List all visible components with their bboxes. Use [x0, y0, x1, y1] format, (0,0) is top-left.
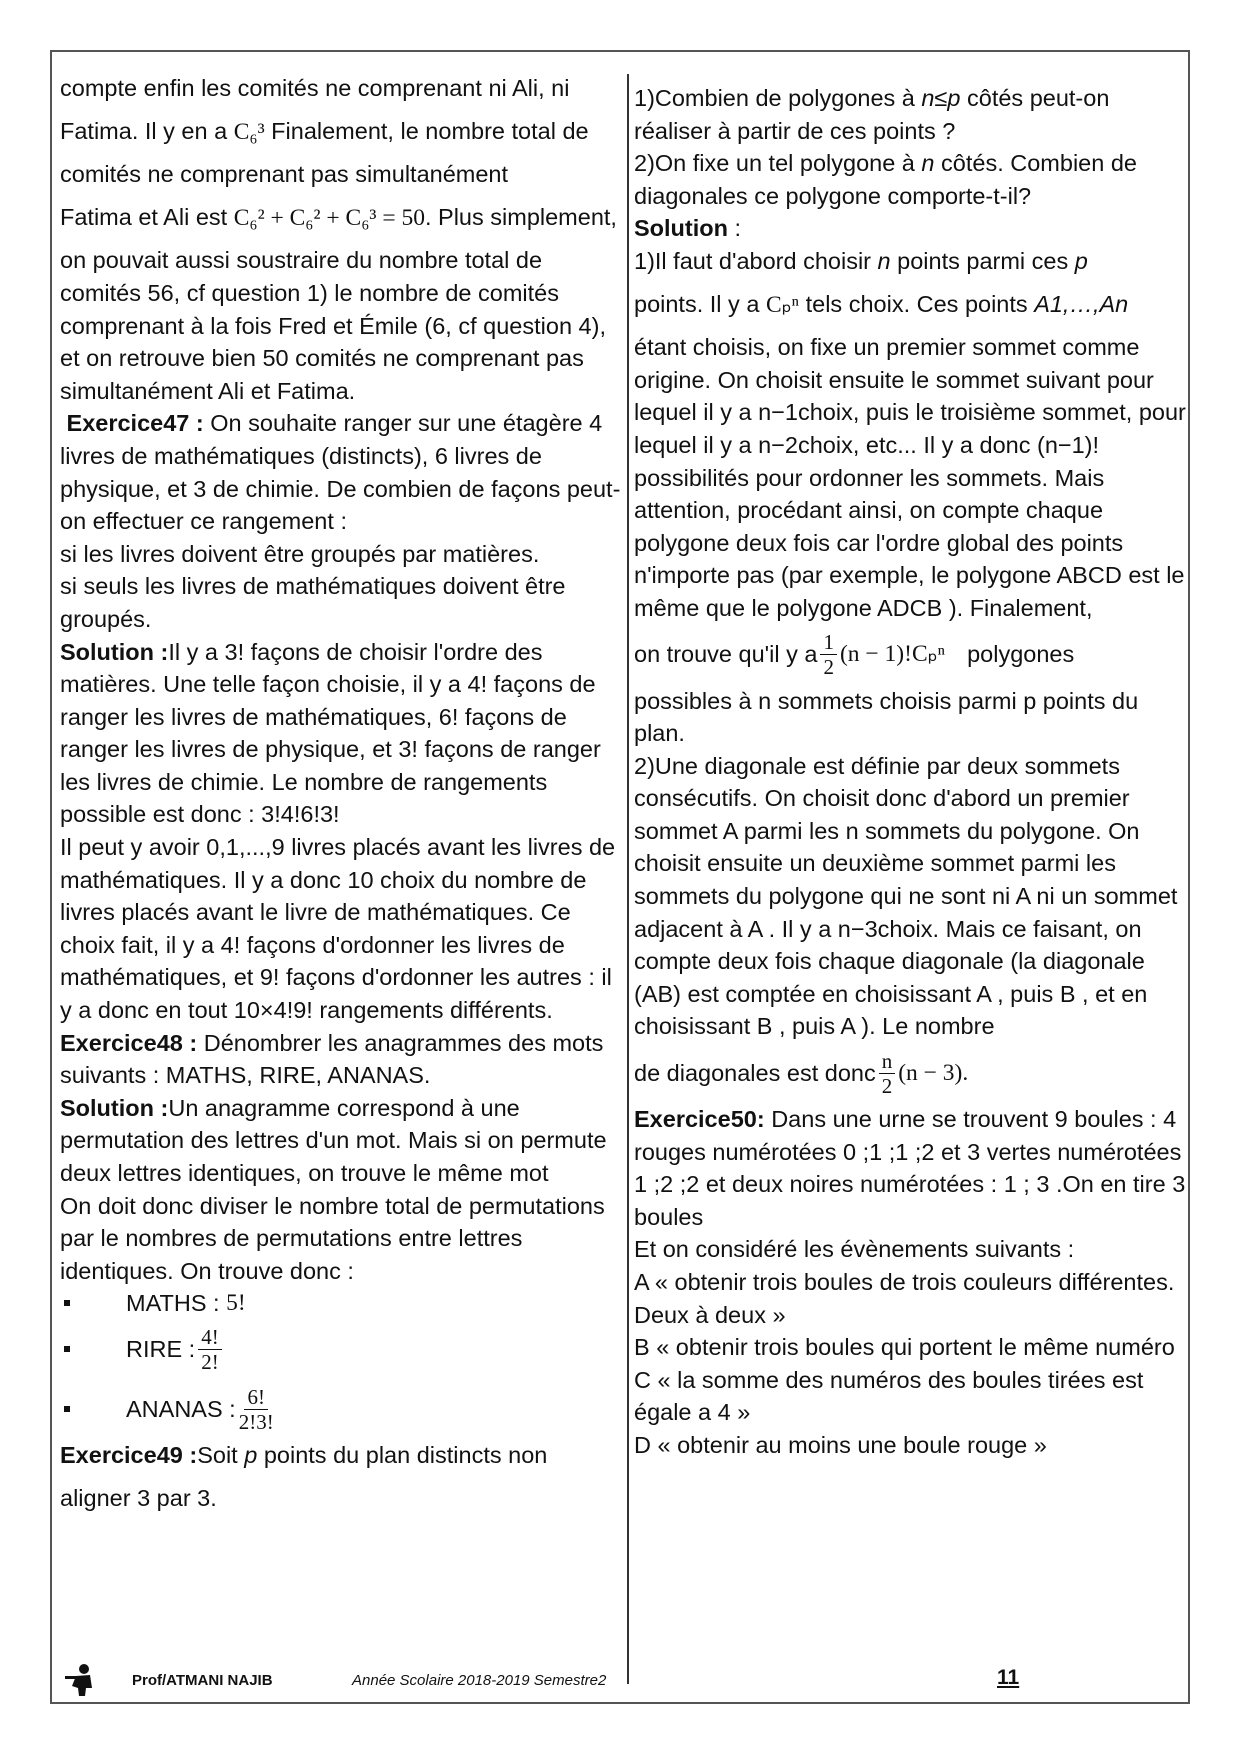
exercise-47: Exercice47 : On souhaite ranger sur une étagère 4 livres de mathématiques (distincts), 6 livres de physique, et 3 de chimie. De combien de façons peut-on effectuer ce rangement :	[60, 410, 621, 535]
right-column	[634, 72, 1192, 1462]
bullet-icon	[64, 1346, 70, 1352]
text-paragraph: aligner 3 par 3.	[60, 1484, 217, 1511]
exercise-label: Exercice48 :	[60, 1029, 198, 1056]
text-paragraph: points. Il y a Cₚⁿ tels choix. Ces points A1,…,An	[634, 290, 1129, 318]
solution-48: Solution :Un anagramme correspond à une permutation des lettres d'un mot. Mais si on permute deux lettres identiques, on trouve le même mot	[60, 1094, 607, 1186]
formula-line: on trouve qu'il y a $\frac{1}{2}$ (n − 1)!Cₚⁿ polygones	[634, 630, 1075, 679]
bullet-icon	[64, 1406, 70, 1412]
author-name: Prof/ATMANI NAJIB	[132, 1672, 273, 1689]
text-paragraph: Fatima. Il y en a C₆³ Finalement, le nombre total de	[60, 117, 589, 145]
page-frame	[50, 50, 1190, 1704]
exercise-49: Exercice49 :Soit p points du plan distincts non	[60, 1442, 548, 1469]
page-number: 11	[997, 1666, 1020, 1689]
page-footer	[52, 1660, 1192, 1700]
question: 2)On fixe un tel polygone à n côtés. Combien de diagonales ce polygone comporte-t-il?	[634, 150, 1137, 209]
author-logo-icon	[62, 1662, 98, 1698]
question: 1)Combien de polygones à n≤p côtés peut-on réaliser à partir de ces points ?	[634, 85, 1110, 144]
column-divider	[627, 74, 629, 1684]
formula-line: de diagonales est donc $\frac{n}{2}$ (n − 3).	[634, 1048, 969, 1098]
text-paragraph: possibles à n sommets choisis parmi p points du plan.	[634, 687, 1139, 747]
formula-diagonals: (n − 3).	[898, 1059, 969, 1086]
list-item: RIRE : $\frac{4!}{2!}$	[60, 1319, 625, 1379]
exercise-48: Exercice48 : Dénombrer les anagrammes des mots suivants : MATHS, RIRE, ANANAS.	[60, 1029, 604, 1089]
fraction: $\frac{n}{2}$	[879, 1049, 896, 1098]
solution-47: Solution :Il y a 3! façons de choisir l'ordre des matières. Une telle façon choisie, il y a 4! façons de ranger les livres de mathématiques, 6! façons de ranger les livres de physique, et 3! façons de ranger les livres de chimie. Le nombre de rangements possible est donc : 3!4!6!3!	[60, 638, 601, 828]
exercise-label: Exercice50:	[634, 1106, 765, 1133]
fraction: $\frac{1}{2}$	[820, 630, 837, 679]
list-item: MATHS : 5!	[60, 1287, 625, 1319]
bullet-icon	[64, 1300, 70, 1306]
text-paragraph: On doit donc diviser le nombre total de permutations par le nombres de permutations entre lettres identiques. On trouve donc :	[60, 1192, 605, 1284]
event-c: C « la somme des numéros des boules tirées est égale a 4 »	[634, 1366, 1144, 1426]
solution-label: Solution :	[60, 638, 169, 665]
text-paragraph: Et on considéré les évènements suivants :	[634, 1236, 1075, 1263]
event-a: A « obtenir trois boules de trois couleurs différentes. Deux à deux »	[634, 1269, 1175, 1328]
formula-c63: C₆³	[233, 118, 265, 145]
exercise-label: Exercice47 :	[66, 410, 204, 437]
formula-sum: C₆² + C₆² + C₆³ = 50	[233, 204, 425, 231]
text-paragraph: Fatima et Ali est C₆² + C₆² + C₆³ = 50. Plus simplement,	[60, 203, 617, 231]
text-paragraph: comités ne comprenant pas simultanément	[60, 161, 509, 188]
solution-heading: Solution :	[634, 215, 742, 242]
exercise-50: Exercice50: Dans une urne se trouvent 9 boules : 4 rouges numérotées 0 ;1 ;1 ;2 et 3 vertes numérotées 1 ;2 ;2 et deux noires numérotées : 1 ; 3 .On en tire 3 boules	[634, 1106, 1186, 1230]
text-paragraph: Il peut y avoir 0,1,...,9 livres placés avant les livres de mathématiques. Il y a donc 10 choix du nombre de livres placés avant le livre de mathématiques. Ce choix fait, il y a 4! façons d'ordonner les livres de mathématiques, et 9! façons d'ordonner les autres : il y a donc en tout 10×4!9! rangements différents.	[60, 834, 616, 1024]
list-item: ANANAS : $\frac{6!}{2!3!}$	[60, 1379, 625, 1439]
fraction: $\frac{4!}{2!}$	[198, 1325, 222, 1374]
text-paragraph: 1)Il faut d'abord choisir n points parmi ces p	[634, 247, 1088, 274]
question: si seuls les livres de mathématiques doivent être groupés.	[60, 573, 566, 632]
text-paragraph: on pouvait aussi soustraire du nombre total de comités 56, cf question 1) le nombre de comités comprenant à la fois Fred et Émile (6, cf question 4), et on retrouve bien 50 comités ne comprenant pas simultanément Ali et Fatima.	[60, 247, 606, 404]
text-paragraph: 2)Une diagonale est définie par deux sommets consécutifs. On choisit donc d'abord un premier sommet A parmi les n sommets du polygone. On choisit ensuite un deuxième sommet parmi les sommets du polygone qui ne sont ni A ni un sommet adjacent à A . Il y a n−3choix. Mais ce faisant, on compte deux fois chaque diagonale (la diagonale (AB) est comptée en choisissant A , puis B , et en choisissant B , puis A ). Le nombre	[634, 752, 1178, 1040]
formula-polygons: (n − 1)!Cₚⁿ	[839, 641, 946, 668]
solution-label: Solution :	[60, 1094, 169, 1121]
left-column	[60, 72, 625, 1515]
fraction: $\frac{6!}{2!3!}$	[238, 1384, 274, 1434]
exercise-label: Exercice49 :	[60, 1442, 198, 1469]
question: si les livres doivent être groupés par matières.	[60, 540, 540, 567]
event-b: B « obtenir trois boules qui portent le même numéro	[634, 1334, 1175, 1361]
formula-cpn: Cₚⁿ	[765, 291, 800, 318]
event-d: D « obtenir au moins une boule rouge »	[634, 1431, 1047, 1458]
school-year: Année Scolaire 2018-2019 Semestre2	[352, 1672, 607, 1689]
text-paragraph: compte enfin les comités ne comprenant ni Ali, ni	[60, 75, 570, 101]
text-paragraph: étant choisis, on fixe un premier sommet comme origine. On choisit ensuite le sommet suivant pour lequel il y a n−1choix, puis le troisième sommet, pour lequel il y a n−2choix, etc... Il y a donc (n−1)! possibilités pour ordonner les sommets. Mais attention, procédant ainsi, on compte chaque polygone deux fois car l'ordre global des points n'importe pas (par exemple, le polygone ABCD est le même que le polygone ADCB ). Finalement,	[634, 334, 1186, 621]
